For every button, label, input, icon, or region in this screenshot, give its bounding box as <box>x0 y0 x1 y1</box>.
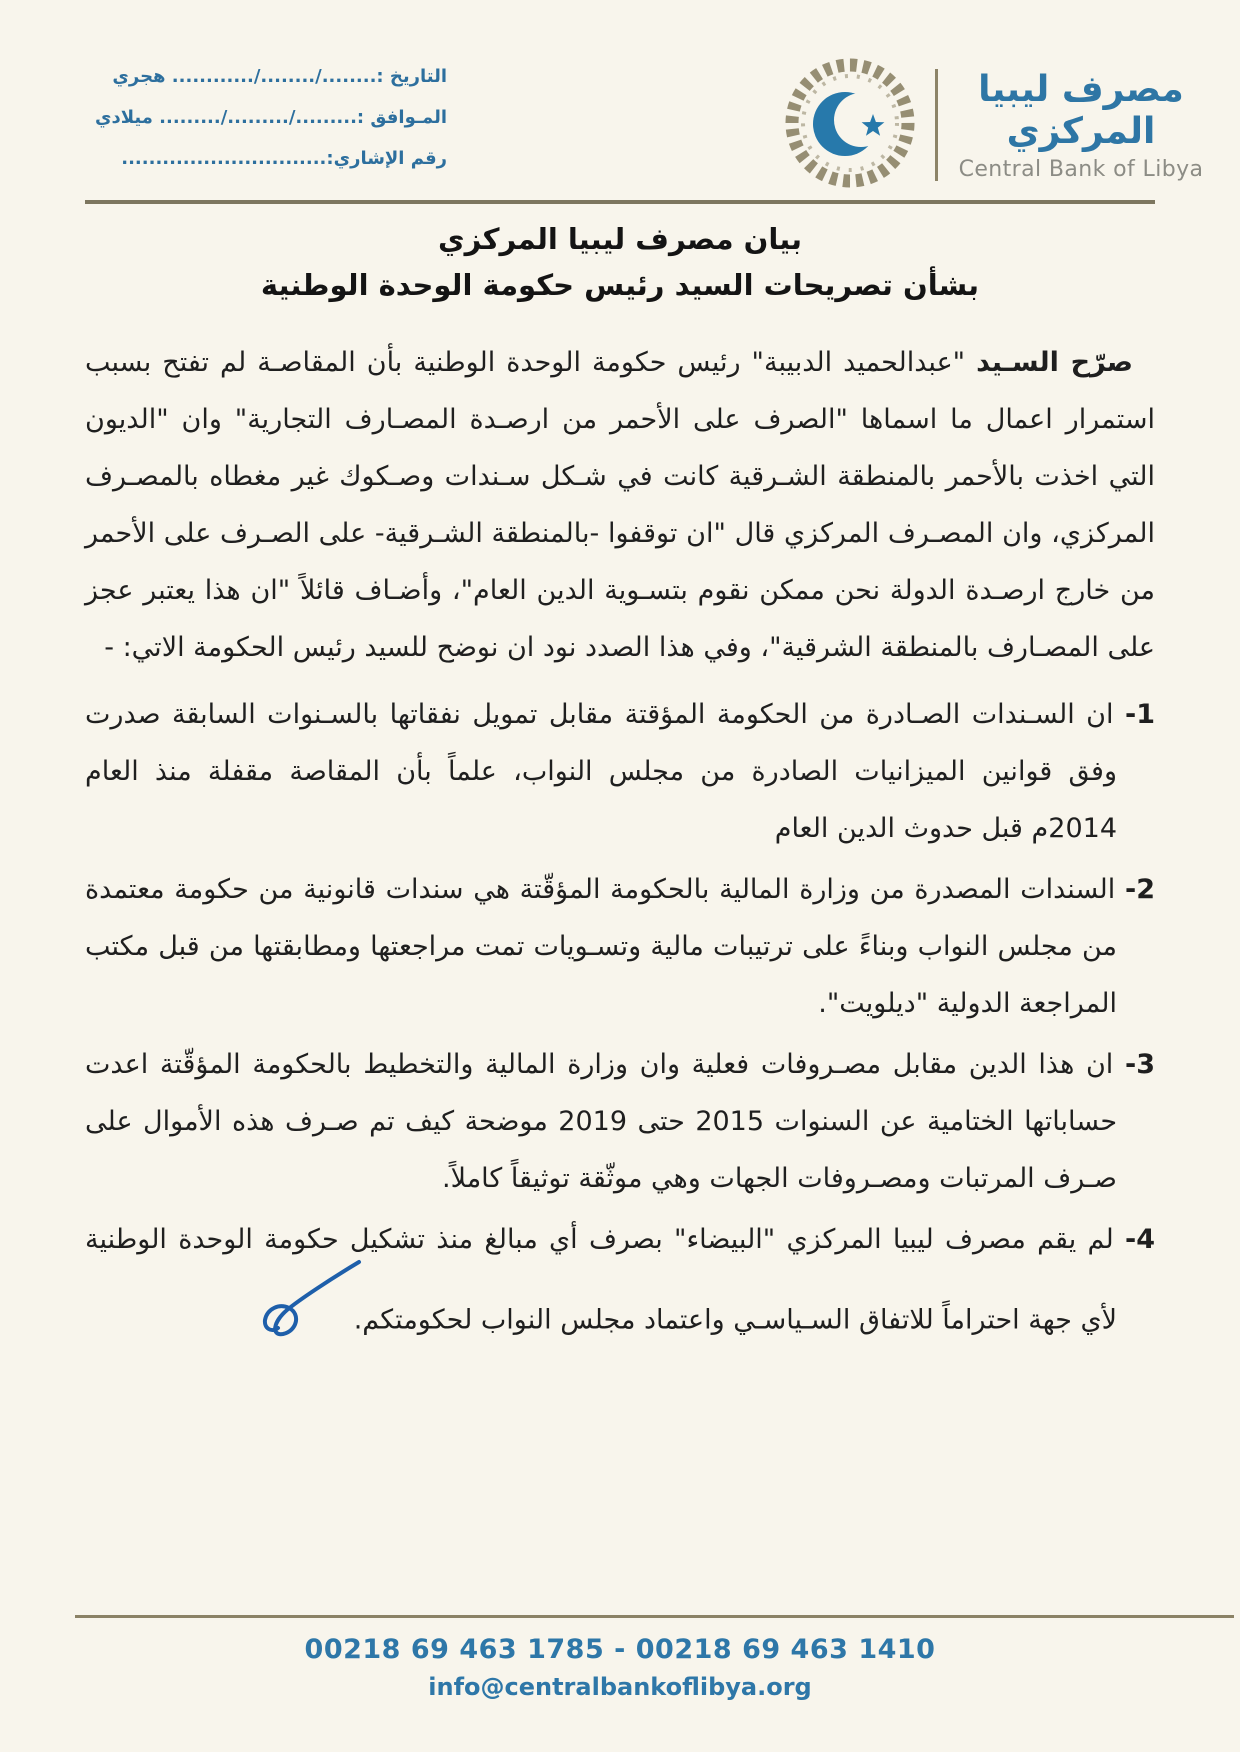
footer-rule <box>75 1615 1234 1618</box>
reference-number-line: رقم الإشاري:.............................. <box>121 148 448 169</box>
bank-names <box>952 69 1210 182</box>
list-item-1 <box>85 686 1155 857</box>
list-item-3 <box>85 1036 1155 1207</box>
intro-text: "عبدالحميد الدبيبة" رئيس حكومة الوحدة الوطنية بأن المقاصـة لم تفتح بسبب استمرار اعمال ما اسماها "الصرف على الأحمر من ارصـدة المصـارف التجارية" وان "الديون التي اخذت بالأحمر بالمنطقة الشـرقية كانت في شـكل سـندات وصـكوك غير مغطاه بالمصـرف المركزي، وان المصـرف المركزي قال "ان توقفوا -بالمنطقة الشـرقية- على الصـرف على الأحمر من خارج ارصـدة الدولة نحن ممكن نقوم بتسـوية الدين العام"، وأضـاف قائلاً "ان هذا يعتبر عجز على المصـارف بالمنطقة الشرقية"، وفي هذا الصدد نود ان نوضح للسيد رئيس الحكومة الاتي: - <box>85 347 1155 663</box>
signature-scribble <box>245 1256 327 1362</box>
title-line-1: بيان مصرف ليبيا المركزي <box>437 222 802 256</box>
footer <box>0 1634 1240 1701</box>
date-fields <box>95 56 447 179</box>
title-line-2: بشأن تصريحات السيد رئيس حكومة الوحدة الوطنية <box>260 268 980 302</box>
letterhead <box>0 0 1240 200</box>
statement-title <box>0 216 1240 308</box>
item-number: 1- <box>1124 699 1155 730</box>
item-text: ان السـندات الصـادرة من الحكومة المؤقتة مقابل تمويل نفقاتها بالسـنوات السابقة صدرت وفق قوانين الميزانيات الصادرة من مجلس النواب، علماً بأن المقاصة مقفلة منذ العام 2014م قبل حدوث الدين العام <box>85 699 1117 844</box>
item-number: 2- <box>1124 874 1155 905</box>
hijri-date-line: التاريخ :......../......../............ هجري <box>112 66 448 87</box>
item-text: السندات المصدرة من وزارة المالية بالحكومة المؤقّتة هي سندات قانونية من حكومة معتمدة من مجلس النواب وبناءً على ترتيبات مالية وتسـويات تمت مراجعتها ومطابقتها من قبل مكتب المراجعة الدولية "ديلويت". <box>85 874 1117 1019</box>
list-item-2 <box>85 861 1155 1032</box>
intro-lead: صرّح السـيد <box>976 347 1134 378</box>
bank-name-arabic: مصرف ليبيا المركزي <box>978 68 1184 152</box>
item-text: لم يقم مصرف ليبيا المركزي "البيضاء" بصرف أي مبالغ منذ تشكيل حكومة الوحدة الوطنية لأي جهة احتراماً للاتفاق السـياسـي واعتماد مجلس النواب لحكومتكم. <box>85 1224 1117 1336</box>
list-item-4 <box>85 1211 1155 1374</box>
central-bank-logo <box>775 48 1210 202</box>
item-number: 4- <box>1124 1224 1155 1255</box>
footer-phone-numbers: 00218 69 463 1785 - 00218 69 463 1410 <box>304 1634 936 1665</box>
item-text: ان هذا الدين مقابل مصـروفات فعلية وان وزارة المالية والتخطيط بالحكومة المؤقّتة اعدت حساباتها الختامية عن السنوات 2015 حتى 2019 موضحة كيف تم صـرف هذه الأموال على صـرف المرتبات ومصـروفات الجهات وهي موثّقة توثيقاً كاملاً. <box>85 1049 1118 1194</box>
gregorian-date-line: المـوافق :........./........./......... ميلادي <box>95 107 448 128</box>
logo-divider <box>935 69 938 181</box>
crescent-and-star-icon <box>813 92 888 156</box>
intro-paragraph <box>85 334 1155 676</box>
footer-email: info@centralbankoflibya.org <box>428 1673 812 1701</box>
laurel-wreath-icon <box>775 48 925 202</box>
bank-name-english: Central Bank of Libya <box>958 156 1204 182</box>
item-number: 3- <box>1124 1049 1155 1080</box>
statement-body <box>0 308 1240 1374</box>
